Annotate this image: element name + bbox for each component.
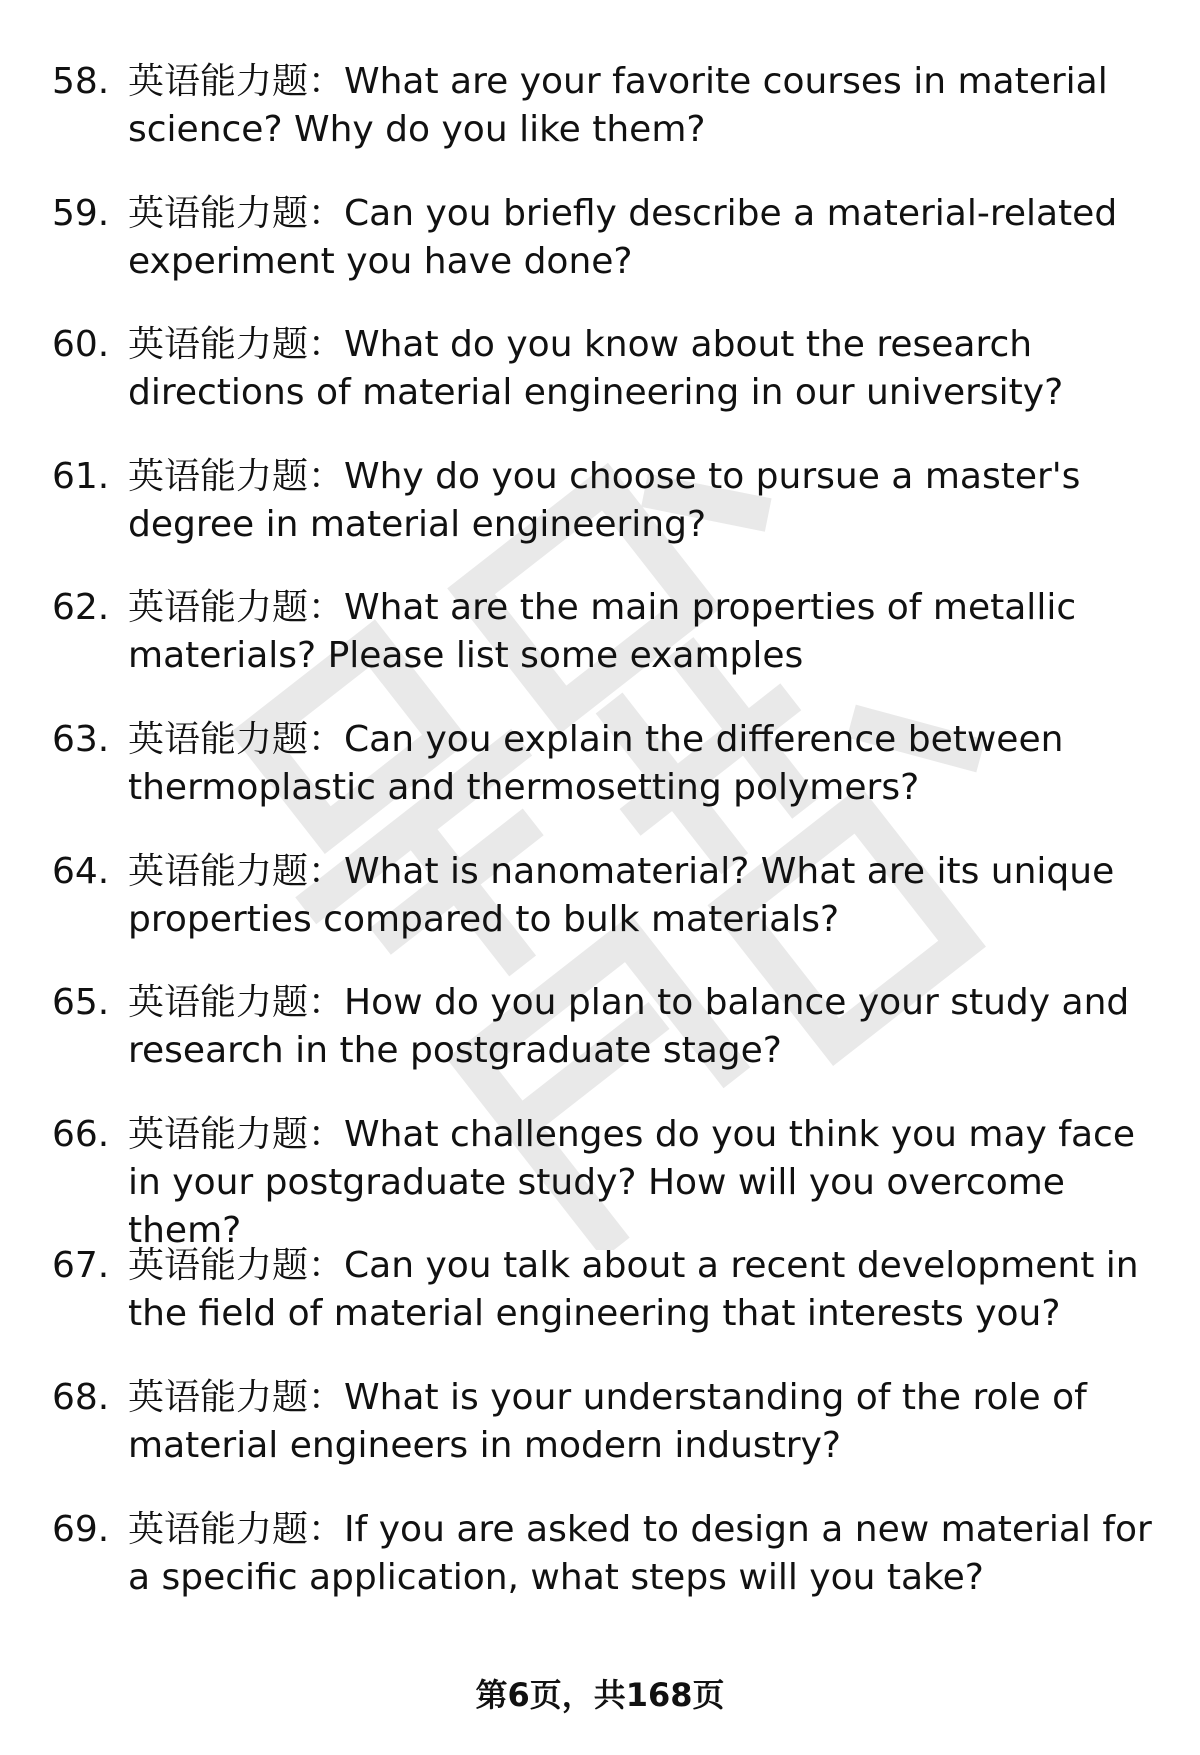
question-category-label: 英语能力题： (128, 1508, 345, 1550)
question-category-label: 英语能力题： (128, 718, 345, 760)
question-item (52, 58, 1152, 190)
question-body (128, 321, 1152, 453)
question-number: 60. (52, 324, 110, 366)
question-text: What are your favorite courses in material science? Why do you like them? (128, 61, 1108, 150)
question-category-label: 英语能力题： (128, 850, 345, 892)
question-category-label: 英语能力题： (128, 192, 345, 234)
question-number: 66. (52, 1113, 110, 1155)
question-text: What is nanomaterial? What are its unique properties compared to bulk materials? (128, 850, 1115, 940)
question-category-label: 英语能力题： (128, 1113, 345, 1155)
question-item (52, 190, 1152, 322)
question-body (128, 190, 1152, 322)
question-text: Can you talk about a recent development in the field of material engineering that interests you? (128, 1245, 1139, 1335)
question-item (52, 584, 1152, 716)
question-item (52, 1506, 1152, 1638)
question-text: How do you plan to balance your study and research in the postgraduate stage? (128, 982, 1130, 1072)
question-number: 68. (52, 1376, 110, 1418)
question-text: If you are asked to design a new material for a specific application, what steps will you take? (128, 1508, 1152, 1598)
question-number: 63. (52, 718, 110, 760)
question-category-label: 英语能力题： (128, 61, 345, 102)
question-item (52, 848, 1152, 980)
question-category-label: 英语能力题： (128, 324, 345, 366)
question-number: 67. (52, 1245, 110, 1287)
question-item (52, 1242, 1152, 1374)
question-body (128, 1506, 1152, 1638)
question-number: 59. (52, 192, 110, 234)
question-text: What challenges do you think you may face in your postgraduate study? How will you overcome them? (128, 1113, 1135, 1251)
question-body (128, 979, 1152, 1111)
question-item (52, 979, 1152, 1111)
question-number: 64. (52, 850, 110, 892)
question-body (128, 1111, 1152, 1251)
question-list (52, 58, 1152, 1637)
question-category-label: 英语能力题： (128, 455, 345, 497)
question-category-label: 英语能力题： (128, 1245, 345, 1287)
question-text: What do you know about the research directions of material engineering in our university? (128, 324, 1064, 414)
question-text: Can you briefly describe a material-related experiment you have done? (128, 192, 1118, 282)
question-item (52, 1374, 1152, 1506)
question-body (128, 58, 1152, 190)
question-body (128, 584, 1152, 716)
question-body (128, 848, 1152, 980)
question-number: 69. (52, 1508, 110, 1550)
question-item (52, 321, 1152, 453)
question-category-label: 英语能力题： (128, 587, 345, 629)
question-item (52, 453, 1152, 585)
question-body (128, 1374, 1152, 1506)
question-category-label: 英语能力题： (128, 1376, 345, 1418)
question-number: 62. (52, 587, 110, 629)
question-number: 58. (52, 61, 110, 102)
question-text: Why do you choose to pursue a master's degree in material engineering? (128, 455, 1081, 545)
question-item (52, 1111, 1152, 1251)
question-number: 65. (52, 982, 110, 1024)
question-number: 61. (52, 455, 110, 497)
question-category-label: 英语能力题： (128, 982, 345, 1024)
question-text: Can you explain the difference between thermoplastic and thermosetting polymers? (128, 718, 1064, 808)
question-text: What is your understanding of the role of material engineers in modern industry? (128, 1376, 1087, 1466)
question-body (128, 453, 1152, 585)
question-item (52, 716, 1152, 848)
question-body (128, 716, 1152, 848)
question-text: What are the main properties of metallic materials? Please list some examples (128, 587, 1077, 677)
page-footer: 第6页，共168页 (475, 1676, 725, 1714)
question-body (128, 1242, 1152, 1374)
